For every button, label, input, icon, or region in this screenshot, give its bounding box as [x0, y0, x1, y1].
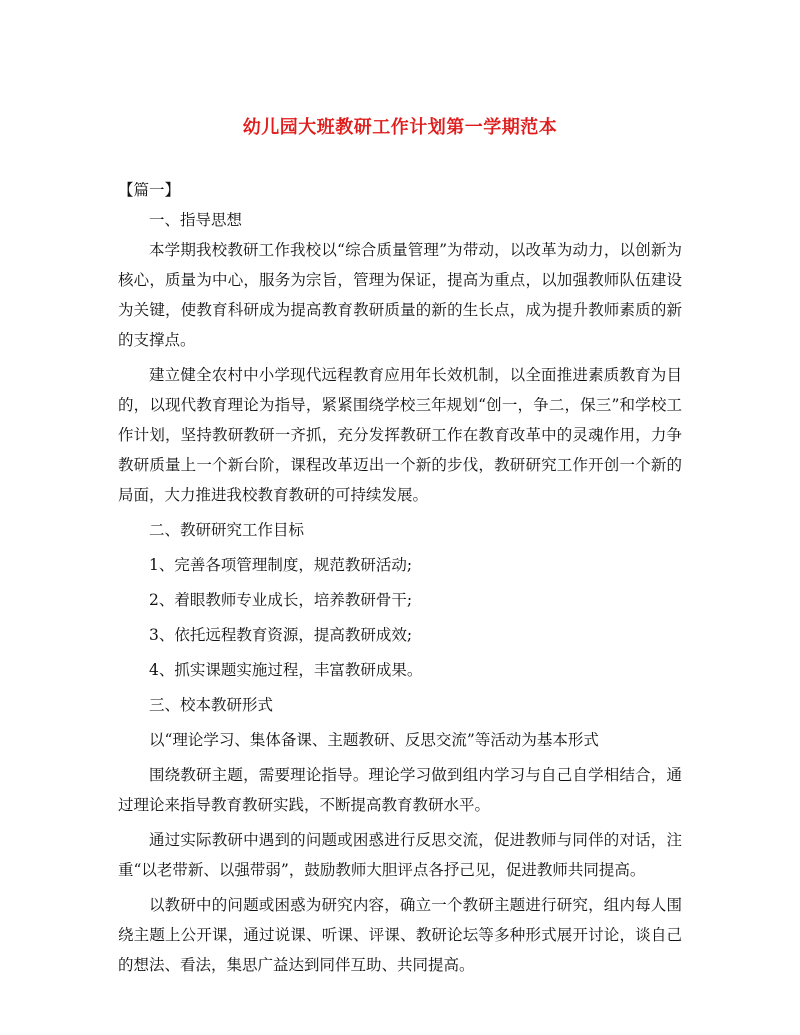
paragraph: 以“理论学习、集体备课、主题教研、反思交流”等活动为基本形式 — [149, 731, 599, 749]
heading-research-forms: 三、校本教研形式 — [149, 696, 274, 714]
list-item: 2、着眼教师专业成长，培养教研骨干; — [149, 591, 413, 609]
list-item: 3、依托远程教育资源，提高教研成效; — [149, 626, 413, 644]
document-title: 幼儿园大班教研工作计划第一学期范本 — [242, 117, 558, 138]
document-body — [118, 175, 682, 980]
paragraph: 建立健全农村中小学现代远程教育应用年长效机制，以全面推进素质教育为目的，以现代教育理论为指导，紧紧围绕学校三年规划“创一，争二，保三”和学校工作计划，坚持教研教研一齐抓，充分发挥教研工作在教育改革中的灵魂作用，力争教研质量上一个新台阶，课程改革迈出一个新的步伐，教研研究工作开创一个新的局面，大力推进我校教育教研的可持续发展。 — [118, 366, 682, 504]
section-label: 【篇一】 — [118, 181, 181, 199]
paragraph: 围绕教研主题，需要理论指导。理论学习做到组内学习与自己自学相结合，通过理论来指导教育教研实践，不断提高教育教研水平。 — [118, 766, 682, 814]
heading-guiding-thought: 一、指导思想 — [149, 211, 243, 229]
heading-research-goals: 二、教研研究工作目标 — [149, 521, 305, 539]
paragraph: 以教研中的问题或困惑为研究内容，确立一个教研主题进行研究，组内每人围绕主题上公开课，通过说课、听课、评课、教研论坛等多种形式展开讨论，谈自己的想法、看法，集思广益达到同伴互助、共同提高。 — [118, 896, 682, 974]
paragraph: 本学期我校教研工作我校以“综合质量管理”为带动，以改革为动力，以创新为核心，质量为中心，服务为宗旨，管理为保证，提高为重点，以加强教师队伍建设为关键，使教育科研成为提高教育教研质量的新的生长点，成为提升教师素质的新的支撑点。 — [118, 241, 682, 349]
paragraph: 通过实际教研中遇到的问题或困惑进行反思交流，促进教师与同伴的对话，注重“以老带新、以强带弱”，鼓励教师大胆评点各抒己见，促进教师共同提高。 — [118, 831, 682, 879]
list-item: 1、完善各项管理制度，规范教研活动; — [149, 556, 413, 574]
list-item: 4、抓实课题实施过程，丰富教研成果。 — [149, 661, 423, 679]
